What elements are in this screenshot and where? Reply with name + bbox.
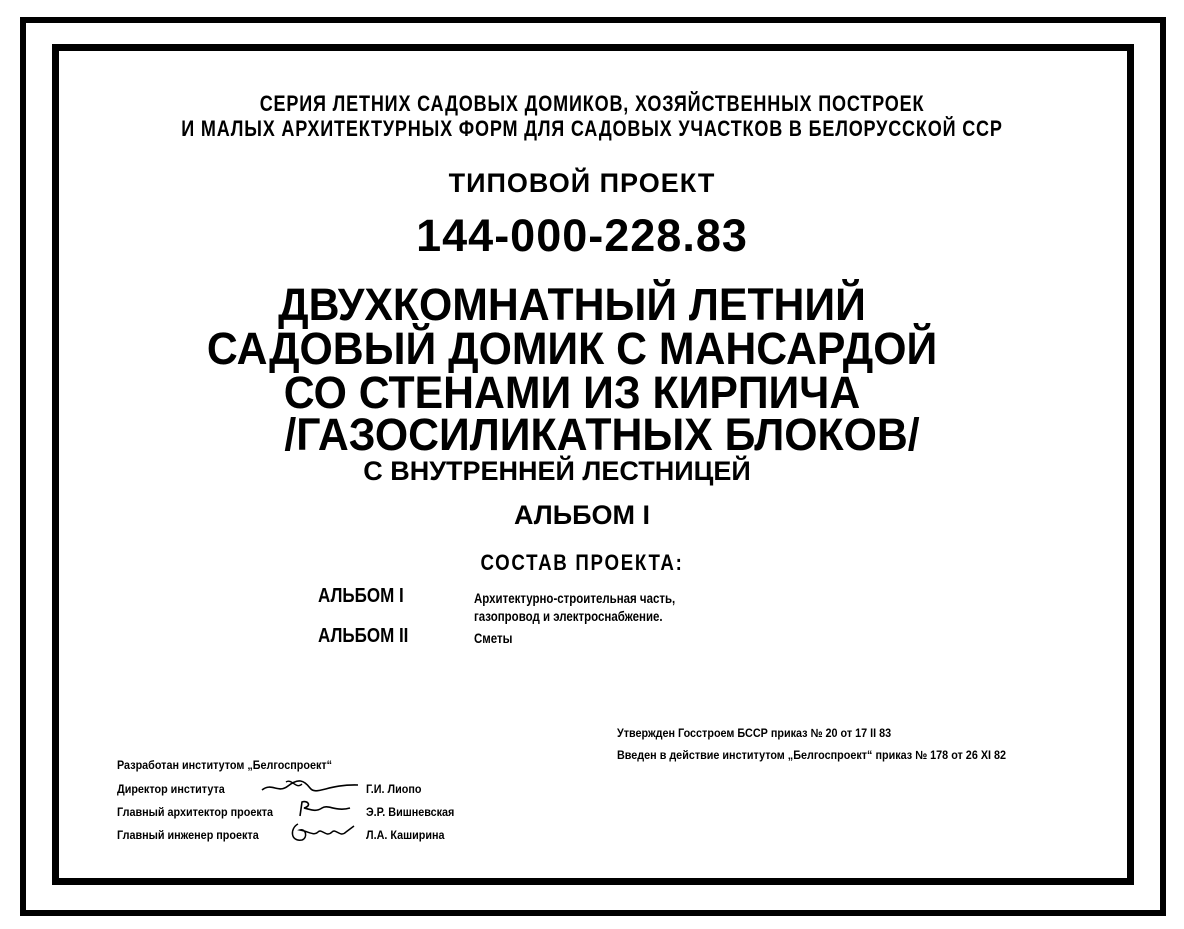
composition-heading: СОСТАВ ПРОЕКТА:	[480, 550, 684, 575]
director-signature	[258, 776, 362, 798]
title-line-4: /ГАЗОСИЛИКАТНЫХ БЛОКОВ/	[284, 409, 920, 460]
series-line-1: СЕРИЯ ЛЕТНИХ САДОВЫХ ДОМИКОВ, ХОЗЯЙСТВЕННЫХ ПОСТРОЕК	[259, 91, 925, 116]
developer-heading: Разработан институтом „Белгоспроект“	[117, 758, 333, 772]
title-line-2: САДОВЫЙ ДОМИК С МАНСАРДОЙ	[206, 323, 938, 374]
approval-line-2: Введен в действие институтом „Белгоспроект“ приказ № 178 от 26 XI 82	[617, 748, 1007, 762]
approval-line-1: Утвержден Госстроем БССР приказ № 20 от 17 II 83	[617, 726, 892, 740]
composition-album-2: АЛЬБОМ II	[318, 625, 409, 647]
album-label: АЛЬБОМ I	[513, 500, 651, 530]
title-line-3: СО СТЕНАМИ ИЗ КИРПИЧА	[283, 367, 861, 418]
engineer-role: Главный инженер проекта	[117, 828, 259, 842]
architect-signature	[296, 798, 354, 820]
project-type-label: ТИПОВОЙ ПРОЕКТ	[448, 168, 716, 198]
architect-role: Главный архитектор проекта	[117, 805, 274, 819]
project-number: 144-000-228.83	[416, 210, 748, 261]
director-role: Директор института	[117, 782, 225, 796]
project-subtitle: С ВНУТРЕННЕЙ ЛЕСТНИЦЕЙ	[363, 456, 751, 486]
series-line-2: И МАЛЫХ АРХИТЕКТУРНЫХ ФОРМ ДЛЯ САДОВЫХ УЧАСТКОВ В БЕЛОРУССКОЙ ССР	[181, 116, 1003, 141]
director-name: Г.И. Лиопо	[366, 782, 422, 796]
engineer-name: Л.А. Каширина	[366, 828, 445, 842]
composition-album-1: АЛЬБОМ I	[318, 585, 404, 607]
composition-desc-1b: газопровод и электроснабжение.	[474, 608, 663, 624]
engineer-signature	[288, 818, 358, 848]
composition-desc-2: Сметы	[474, 630, 513, 646]
composition-desc-1a: Архитектурно-строительная часть,	[474, 590, 676, 606]
architect-name: Э.Р. Вишневская	[366, 805, 455, 819]
title-line-1: ДВУХКОМНАТНЫЙ ЛЕТНИЙ	[278, 279, 866, 330]
